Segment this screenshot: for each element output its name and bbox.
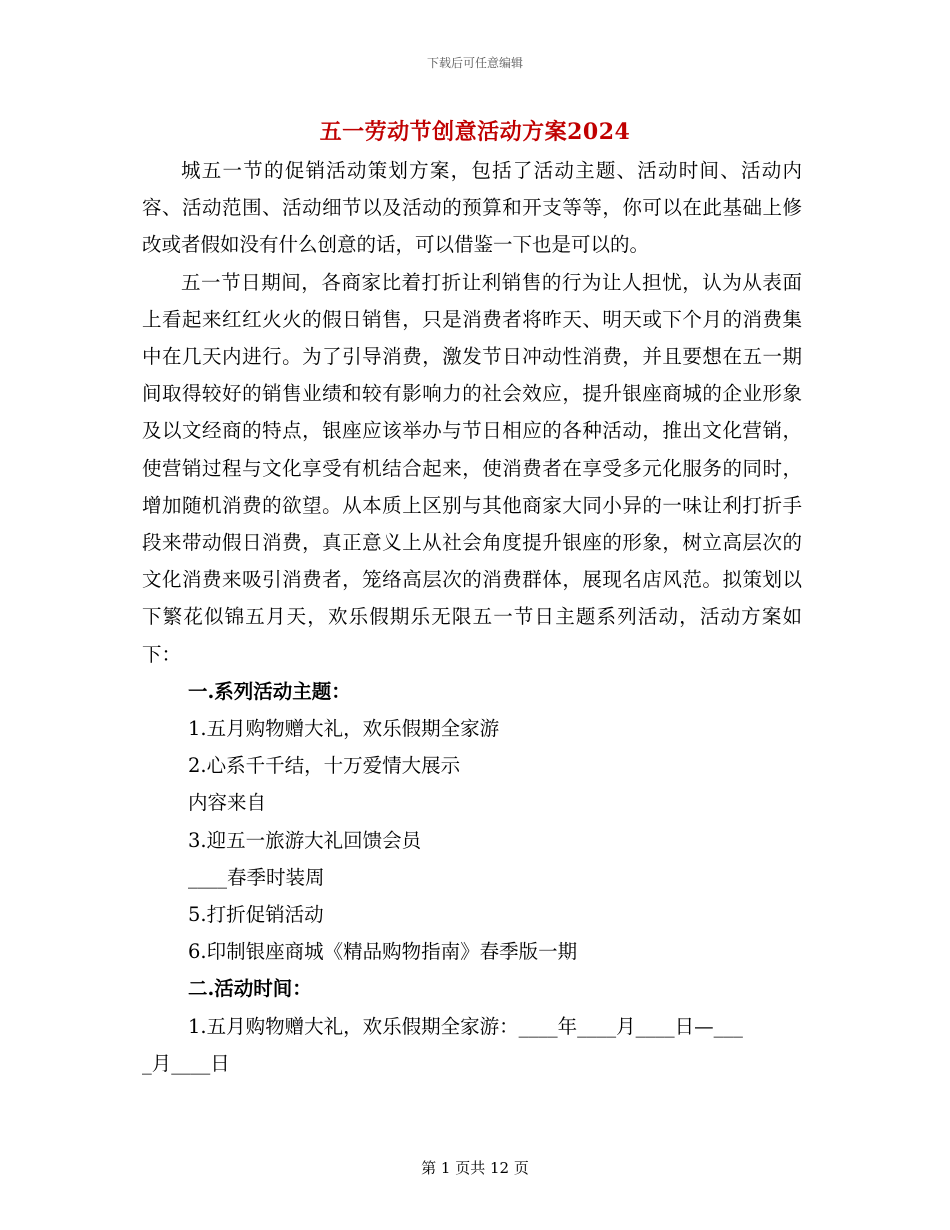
section-heading-themes: 一.系列活动主题： <box>188 679 351 703</box>
background-paragraph: 五一节日期间，各商家比着打折让利销售的行为让人担忧，认为从表面上看起来红红火火的假日销售，只是消费者将昨天、明天或下个月的消费集中在几天内进行。为了引导消费，激发节日冲动性消费，并且要想在五一期间取得较好的销售业绩和较有影响力的社会效应，提升银座商城的企业形象及以文经商的特点，银座应该举办与节日相应的各种活动，推出文化营销，使营销过程与文化享受有机结合起来，使消费者在享受多元化服务的同时，增加随机消费的欲望。从本质上区别与其他商家大同小异的一味让利打折手段来带动假日消费，真正意义上从社会角度提升银座的形象，树立高层次的文化消费来吸引消费者，笼络高层次的消费群体，展现名店风范。拟策划以下繁花似锦五月天，欢乐假期乐无限五一节日主题系列活动，活动方案如下： <box>142 270 802 666</box>
page-header: 下载后可任意编辑 <box>426 56 523 70</box>
document-body <box>142 152 802 1082</box>
list-item: 1.五月购物赠大礼，欢乐假期全家游 <box>188 717 500 741</box>
list-item: 3.迎五一旅游大礼回馈会员 <box>188 828 422 852</box>
page-footer: 第 1 页共 12 页 <box>421 1159 529 1177</box>
list-item: 6.印制银座商城《精品购物指南》春季版一期 <box>188 940 578 964</box>
list-item: 2.心系千千结，十万爱情大展示 <box>188 754 461 778</box>
list-item: 内容来自 <box>188 791 267 815</box>
intro-paragraph: 城五一节的促销活动策划方案，包括了活动主题、活动时间、活动内容、活动范围、活动细节以及活动的预算和开支等等，你可以在此基础上修改或者假如没有什么创意的话，可以借鉴一下也是可以的。 <box>142 159 802 257</box>
list-item: 1.五月购物赠大礼，欢乐假期全家游：____年____月____日—___ <box>188 1014 743 1038</box>
document-title: 五一劳动节创意活动方案2024 <box>319 119 631 145</box>
list-item: 5.打折促销活动 <box>188 903 324 927</box>
section-heading-time: 二.活动时间： <box>188 977 312 1001</box>
list-item-continuation: _月____日 <box>142 1051 230 1075</box>
list-item: ____春季时装周 <box>188 865 325 889</box>
